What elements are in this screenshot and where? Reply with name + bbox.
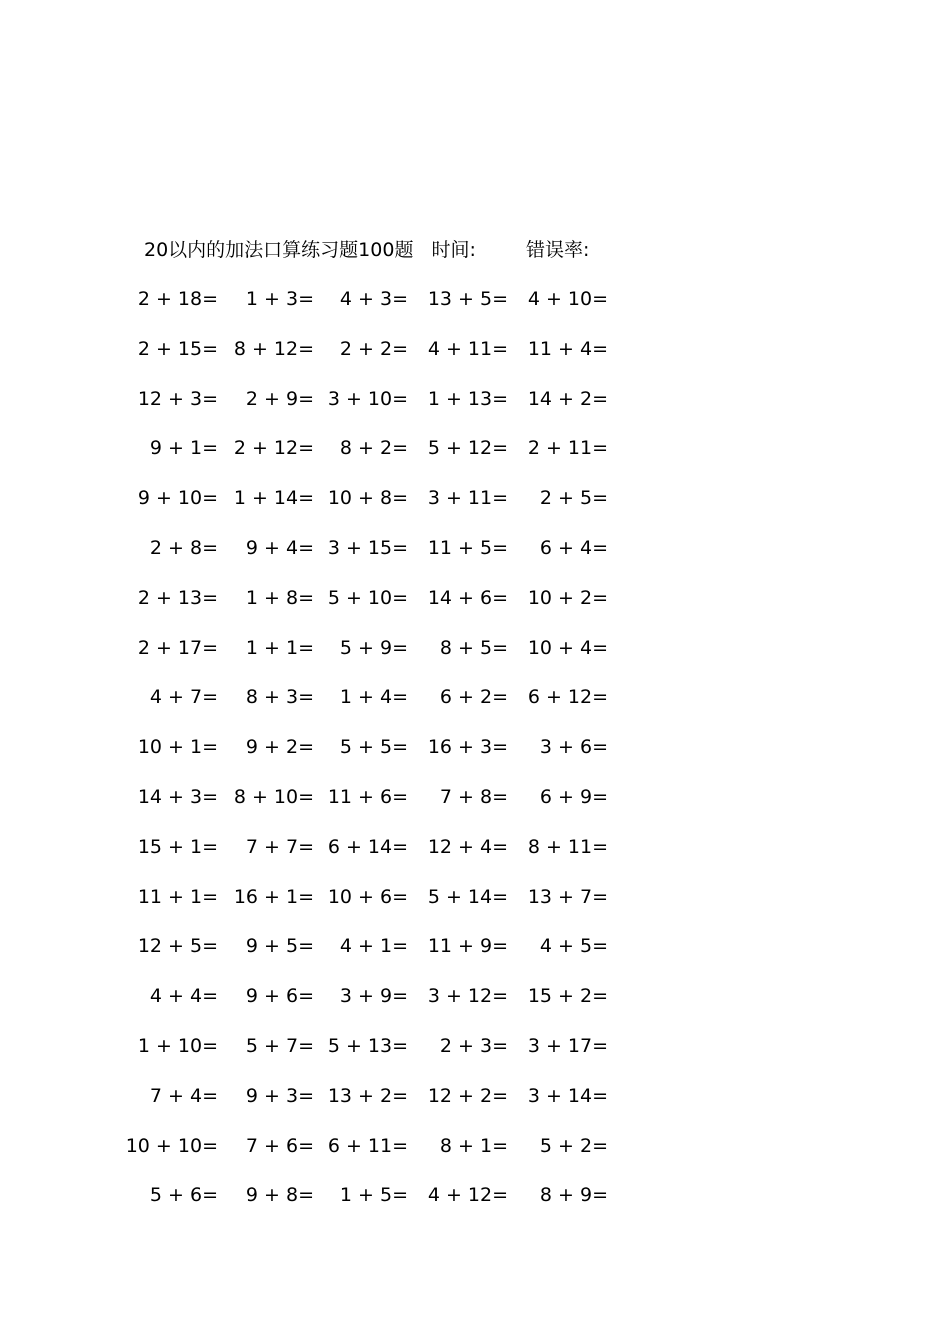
problem-item: 8 + 10=	[233, 786, 314, 808]
problem-row	[0, 483, 950, 513]
problem-item: 10 + 4=	[527, 636, 608, 659]
problem-item: 2 + 9=	[245, 387, 314, 410]
problem-item: 8 + 9=	[539, 1184, 608, 1207]
problem-row	[0, 931, 950, 961]
problem-row	[0, 334, 950, 364]
problem-item: 13 + 5=	[427, 288, 508, 310]
problem-row	[0, 882, 950, 912]
problem-row	[0, 1180, 950, 1210]
problem-item: 1 + 10=	[137, 1035, 218, 1057]
problem-item: 1 + 13=	[427, 387, 508, 410]
problem-item: 3 + 6=	[539, 736, 608, 759]
problem-item: 3 + 10=	[327, 387, 408, 410]
worksheet-title: 20以内的加法口算练习题100题	[144, 239, 414, 261]
problem-item: 13 + 2=	[327, 1084, 408, 1107]
problem-item: 1 + 3=	[245, 288, 314, 310]
problem-item: 9 + 3=	[245, 1084, 314, 1107]
problem-item: 9 + 8=	[245, 1184, 314, 1207]
problem-item: 2 + 12=	[233, 437, 314, 460]
problem-item: 2 + 15=	[137, 337, 218, 360]
problem-row	[0, 633, 950, 663]
problem-item: 4 + 10=	[527, 288, 608, 310]
problem-item: 14 + 6=	[427, 586, 508, 609]
problem-item: 5 + 2=	[539, 1134, 608, 1157]
error-rate-label: 错误率:	[525, 239, 590, 261]
problem-item: 11 + 6=	[327, 786, 408, 808]
problem-item: 4 + 11=	[427, 337, 508, 360]
problem-row	[0, 682, 950, 712]
problem-item: 16 + 1=	[233, 885, 314, 908]
problem-item: 9 + 10=	[137, 487, 218, 510]
problem-item: 6 + 4=	[539, 537, 608, 559]
problem-item: 5 + 13=	[327, 1035, 408, 1057]
problem-item: 10 + 10=	[125, 1134, 218, 1157]
problem-item: 3 + 15=	[327, 537, 408, 559]
problem-item: 2 + 13=	[137, 586, 218, 609]
problem-item: 12 + 4=	[427, 835, 508, 858]
problem-item: 2 + 17=	[137, 636, 218, 659]
problem-item: 8 + 5=	[439, 636, 508, 659]
problem-row	[0, 433, 950, 463]
problem-item: 8 + 11=	[527, 835, 608, 858]
problem-item: 6 + 12=	[527, 686, 608, 709]
problem-item: 4 + 4=	[149, 985, 218, 1008]
problem-item: 9 + 1=	[149, 437, 218, 460]
problem-item: 7 + 4=	[149, 1084, 218, 1107]
problem-item: 8 + 2=	[339, 437, 408, 460]
problem-row	[0, 1131, 950, 1161]
problem-item: 6 + 14=	[327, 835, 408, 858]
problem-item: 12 + 5=	[137, 935, 218, 958]
problem-item: 6 + 9=	[539, 786, 608, 808]
problem-item: 3 + 9=	[339, 985, 408, 1008]
problem-item: 5 + 10=	[327, 586, 408, 609]
problem-item: 1 + 14=	[233, 487, 314, 510]
problem-item: 15 + 1=	[137, 835, 218, 858]
problem-item: 12 + 3=	[137, 387, 218, 410]
problem-item: 2 + 18=	[137, 288, 218, 310]
problem-item: 10 + 6=	[327, 885, 408, 908]
problem-item: 16 + 3=	[427, 736, 508, 759]
problem-item: 3 + 14=	[527, 1084, 608, 1107]
problem-item: 4 + 3=	[339, 288, 408, 310]
problem-row	[0, 533, 950, 563]
problem-item: 9 + 2=	[245, 736, 314, 759]
problem-item: 14 + 3=	[137, 786, 218, 808]
problem-item: 5 + 14=	[427, 885, 508, 908]
problem-item: 9 + 4=	[245, 537, 314, 559]
problem-item: 3 + 12=	[427, 985, 508, 1008]
problem-item: 1 + 1=	[245, 636, 314, 659]
problem-item: 2 + 5=	[539, 487, 608, 510]
problem-item: 3 + 11=	[427, 487, 508, 510]
problem-item: 14 + 2=	[527, 387, 608, 410]
problem-item: 2 + 11=	[527, 437, 608, 460]
problem-row	[0, 583, 950, 613]
problem-item: 2 + 3=	[439, 1035, 508, 1057]
problem-item: 10 + 1=	[137, 736, 218, 759]
problem-item: 15 + 2=	[527, 985, 608, 1008]
problem-item: 4 + 7=	[149, 686, 218, 709]
problem-item: 1 + 4=	[339, 686, 408, 709]
problem-item: 3 + 17=	[527, 1035, 608, 1057]
problem-item: 9 + 5=	[245, 935, 314, 958]
problem-item: 8 + 12=	[233, 337, 314, 360]
problem-item: 5 + 9=	[339, 636, 408, 659]
problem-item: 6 + 2=	[439, 686, 508, 709]
problem-row	[0, 782, 950, 812]
problem-row	[0, 284, 950, 314]
problem-item: 2 + 8=	[149, 537, 218, 559]
problem-item: 1 + 5=	[339, 1184, 408, 1207]
problem-item: 13 + 7=	[527, 885, 608, 908]
problem-item: 10 + 2=	[527, 586, 608, 609]
problem-item: 11 + 9=	[427, 935, 508, 958]
problem-item: 5 + 12=	[427, 437, 508, 460]
problem-item: 7 + 6=	[245, 1134, 314, 1157]
problem-item: 4 + 5=	[539, 935, 608, 958]
problem-item: 10 + 8=	[327, 487, 408, 510]
problem-item: 11 + 5=	[427, 537, 508, 559]
problem-item: 5 + 5=	[339, 736, 408, 759]
problem-item: 6 + 11=	[327, 1134, 408, 1157]
problem-item: 8 + 3=	[245, 686, 314, 709]
problem-row	[0, 981, 950, 1011]
problem-item: 11 + 4=	[527, 337, 608, 360]
problem-item: 5 + 7=	[245, 1035, 314, 1057]
problem-item: 11 + 1=	[137, 885, 218, 908]
problem-row	[0, 384, 950, 414]
problem-item: 1 + 8=	[245, 586, 314, 609]
problem-item: 12 + 2=	[427, 1084, 508, 1107]
problem-item: 5 + 6=	[149, 1184, 218, 1207]
problem-item: 9 + 6=	[245, 985, 314, 1008]
problem-row	[0, 1081, 950, 1111]
problem-item: 8 + 1=	[439, 1134, 508, 1157]
problem-item: 7 + 7=	[245, 835, 314, 858]
problem-item: 4 + 12=	[427, 1184, 508, 1207]
problem-row	[0, 832, 950, 862]
problem-row	[0, 1031, 950, 1061]
problem-item: 4 + 1=	[339, 935, 408, 958]
problem-item: 7 + 8=	[439, 786, 508, 808]
problem-row	[0, 732, 950, 762]
problem-item: 2 + 2=	[339, 337, 408, 360]
time-label: 时间:	[431, 239, 476, 261]
